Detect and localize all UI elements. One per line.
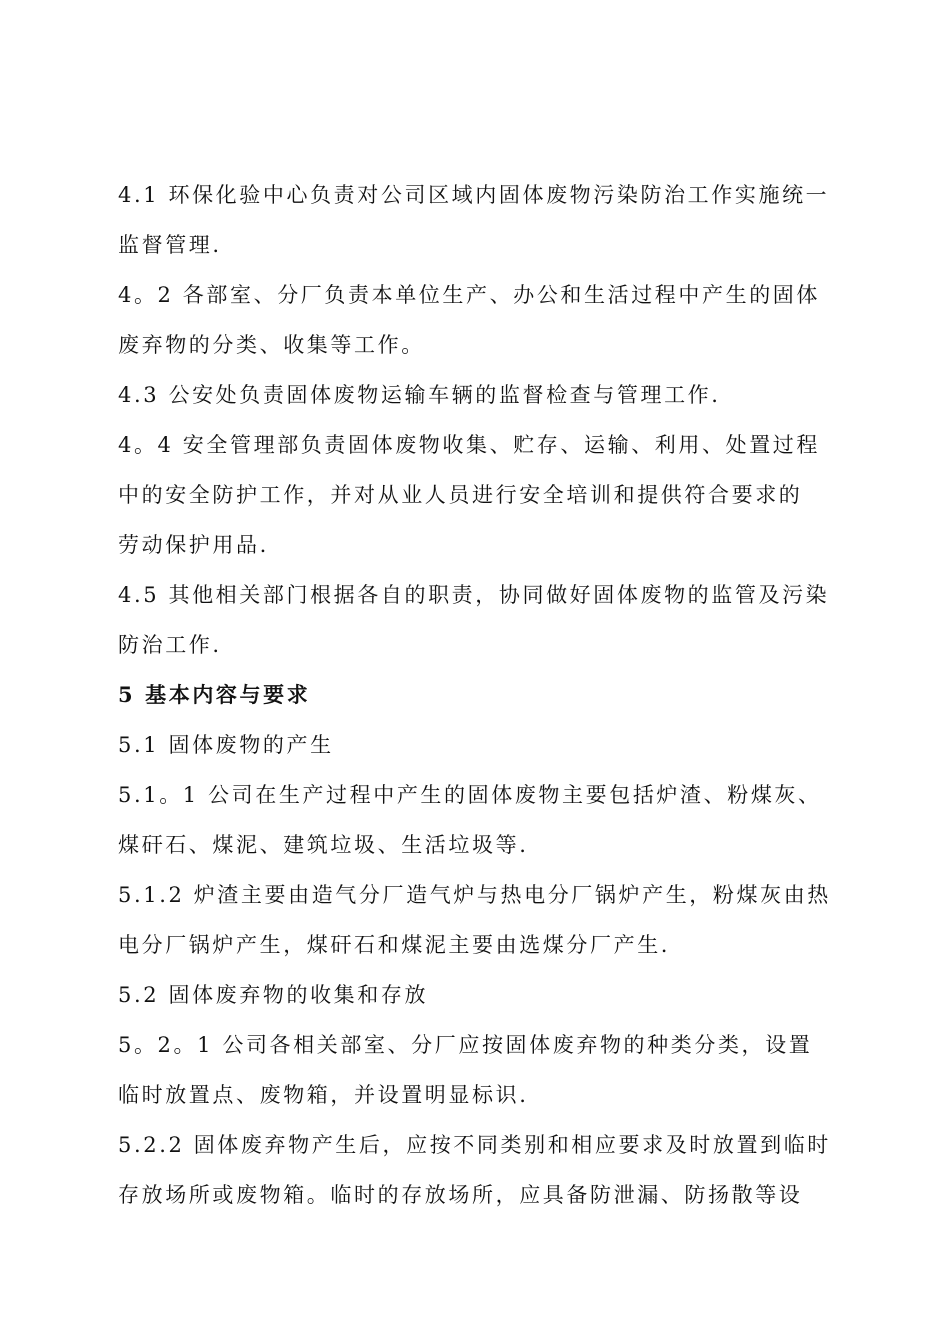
section-heading: 5 基本内容与要求 <box>118 682 311 707</box>
text-line: 4.5 其他相关部门根据各自的职责，协同做好固体废物的监管及污染 <box>118 583 830 607</box>
text-line: 监督管理. <box>118 233 222 257</box>
text-line: 5。2。1 公司各相关部室、分厂应按固体废弃物的种类分类，设置 <box>118 1033 813 1057</box>
text-line: 煤矸石、煤泥、建筑垃圾、生活垃圾等. <box>118 833 529 857</box>
subsection-title-5-2 <box>118 970 830 1020</box>
paragraph-5-2-2 <box>118 1120 830 1220</box>
subsection-title-5-1 <box>118 720 830 770</box>
text-line: 4。4 安全管理部负责固体废物收集、贮存、运输、利用、处置过程 <box>118 433 820 457</box>
paragraph-5-1-1 <box>118 770 830 870</box>
text-line: 废弃物的分类、收集等工作。 <box>118 333 425 357</box>
paragraph-4-4 <box>118 420 830 570</box>
text-line: 中的安全防护工作，并对从业人员进行安全培训和提供符合要求的 <box>118 483 803 507</box>
text-line: 4。2 各部室、分厂负责本单位生产、办公和生活过程中产生的固体 <box>118 283 820 307</box>
paragraph-4-1 <box>118 170 830 270</box>
text-line: 5.2.2 固体废弃物产生后，应按不同类别和相应要求及时放置到临时 <box>118 1133 831 1157</box>
text-line: 临时放置点、废物箱，并设置明显标识. <box>118 1083 529 1107</box>
text-line: 4.3 公安处负责固体废物运输车辆的监督检查与管理工作. <box>118 383 721 407</box>
text-line: 4.1 环保化验中心负责对公司区域内固体废物污染防治工作实施统一 <box>118 183 830 207</box>
document-page <box>118 170 830 1220</box>
paragraph-5-2-1 <box>118 1020 830 1120</box>
paragraph-4-2 <box>118 270 830 370</box>
text-line: 5.2 固体废弃物的收集和存放 <box>118 983 429 1007</box>
text-line: 5.1.2 炉渣主要由造气分厂造气炉与热电分厂锅炉产生，粉煤灰由热 <box>118 883 831 907</box>
text-line: 电分厂锅炉产生，煤矸石和煤泥主要由选煤分厂产生. <box>118 933 671 957</box>
text-line: 5.1。1 公司在生产过程中产生的固体废物主要包括炉渣、粉煤灰、 <box>118 783 822 807</box>
text-line: 5.1 固体废物的产生 <box>118 733 334 757</box>
text-line: 存放场所或废物箱。临时的存放场所，应具备防泄漏、防扬散等设 <box>118 1183 803 1207</box>
paragraph-4-3 <box>118 370 830 420</box>
text-line: 劳动保护用品. <box>118 533 269 557</box>
paragraph-4-5 <box>118 570 830 670</box>
paragraph-5-1-2 <box>118 870 830 970</box>
text-line: 防治工作. <box>118 633 222 657</box>
